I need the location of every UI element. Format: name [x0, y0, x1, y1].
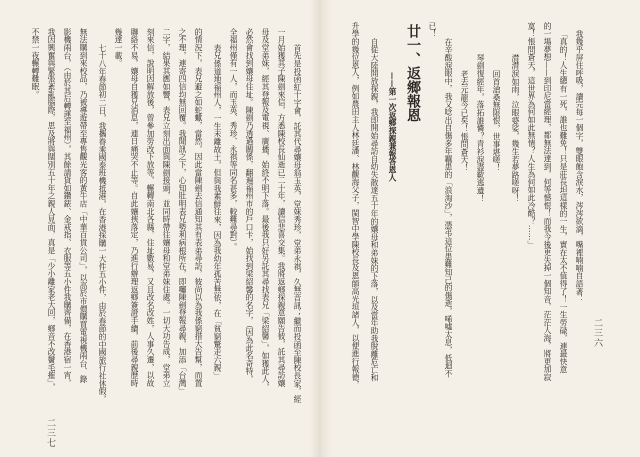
text-line: 二字，結果其應如響，表兄立刻出面與陳劍接頭，並同時帶往孃母和堂弟妹住處。一切大功告成，堂弟立 [162, 28, 171, 387]
page-number-right: 二三六 [592, 318, 602, 348]
text-line: 升學的幾位恩人，例如農田主人林廷潘、林觀海父子，閩智中學陳校長及恩師高光垣諸人，以便進行報德， [351, 22, 360, 389]
text-line: 的情況下，表兄避之如蛇蠍，當然，因此當陳劍去信通知其有表弟尋訪，彼尚以為我係窮措大告幫，而置 [194, 28, 203, 387]
chapter-subtitle: ——第一次返鄉探親兼報答恩人 [388, 72, 397, 182]
text-line: 必然會找到孃母住址。陳劍乃透過關係，翻遍福州市的戶口卡，始找到梁紹馨的名字，（因為此名奇特， [245, 28, 254, 383]
text-line: 首先是投函紅十字會，託其代尋孃母翁玉英，堂妹秀珍，堂弟永祺，久無音訊；繼而投函至陳校長家，經 [293, 44, 302, 403]
text-line: 「真的！人生總有一死，誰也難免！只是莊長坦這樣的一生，實在太不值得了！一生勞碌，連最快意 [559, 30, 568, 374]
text-line: 全福州僅有一人，而玉英、秀珍、永祺等同名甚多，較難尋對）。 [229, 28, 238, 251]
poem-line: 潸潸淚如雨，泣眼婆娑，幾生若夢路嗟呀！ [511, 54, 520, 203]
text-line: 幾達一載。 [114, 28, 123, 67]
text-line: 之不理，連寄四信均無回覆。我聞訊之下，心知肚明表兄勢利病根所在，即囑陳劍登報尋親，加添「台灣」 [178, 28, 187, 395]
text-line: 寞！悵問蒼天，這世界為何如此無情？人生為何如此冷酷？……」 [527, 22, 536, 249]
text-line: 聯絡不易，孃母自獲兄消息，連日痛哭不止等。自此孃挾落定，乃進行辦理返鄉簽證手續，前後尋親歷時 [130, 28, 139, 387]
poem-line: 琴劍復經年，落拓誰憐？青衫淚盡歎逃遺！ [476, 54, 485, 203]
text-line: 的一場夢想——到印尼當經理，都無法達到，何等憾恨！而我今後更失掉一個知音，茫茫人海，將更加寂 [543, 22, 552, 381]
chapter-title: 廿一、返鄉報恩 [405, 24, 421, 122]
right-page-text [347, 22, 587, 392]
text-line: 自從大陸開放探親，我即開始尋訪自幼失散達五十年的孃母和弟妹的下落，以及當年助我脫離危亡和 [370, 38, 379, 382]
text-line: 刻來信，說明因解放後，曾參加勞改下放等，輾轉南北各縣，住址數易，又且改名改姓，人事久遷，以故 [146, 28, 155, 387]
page-number-left: 二三七 [45, 418, 55, 448]
text-line: 無法購到來校品，乃被導遊帶至專售觀光客的黃牛店「中華百貨公司」，以高於市價購買電視機兩台、錄 [79, 28, 88, 383]
text-line: 表兄係道地福州人，一生未離故土，但與我素鮮往來，因為我幼年孤苦無依，在「貧窮驚走六親」 [213, 44, 222, 380]
text-line: 七十八年春節初二日，我攜眷乘國泰班機抵港，在香港採購一大件五小件，由於春節的中國旅行社休假， [98, 44, 107, 403]
text-line: 影機兩台，（由於其后轉運至福州），其餘請貨如鑽錶、金戒指、衣服等五小件我購齊備，在香港宿一宵， [63, 28, 72, 387]
text-line: 不禁一夜輾轉難眠。 [31, 28, 40, 99]
text-line: 母及堂弟妹，經其登報及電視、廣播，始終不明下落。最後我只好另託其尋找表兄「梁紹馨」，如獲此人， [261, 28, 270, 391]
book-gutter [310, 0, 332, 457]
left-page-text [27, 28, 305, 403]
poem-line: 回首滄桑無限恨，世事堪嗟！ [492, 70, 501, 172]
text-line: 我幾乎屏住呼吸，讀完每一個字，雙眼飽含淚水，涔涔欲滴，嘴裡喃喃自語著： [575, 30, 584, 303]
text-line: 已！ [428, 22, 437, 38]
poem-line: 老去元龍今已矣！悵問蒼天！ [460, 70, 469, 172]
text-line: 在辛酸淚眼中，我又唸出自傷多年羈患的「浪淘沙」，憑弔這位患難知己的傷逝，唏噓太息，低迴不 [444, 38, 453, 378]
text-line: 我因興奮與緊張紊亂腦際，思及將與闊別五十年之親人見面，真是「少小離家老大回，鄉音不改鬢毛摧」， [47, 28, 56, 391]
text-line: 一月始獲其子陳劍來信，方悉陳校長仙逝已二十年，讀信悲喜交集。我將返鄉探親意願告彼，託其尋訪孃 [277, 28, 286, 387]
